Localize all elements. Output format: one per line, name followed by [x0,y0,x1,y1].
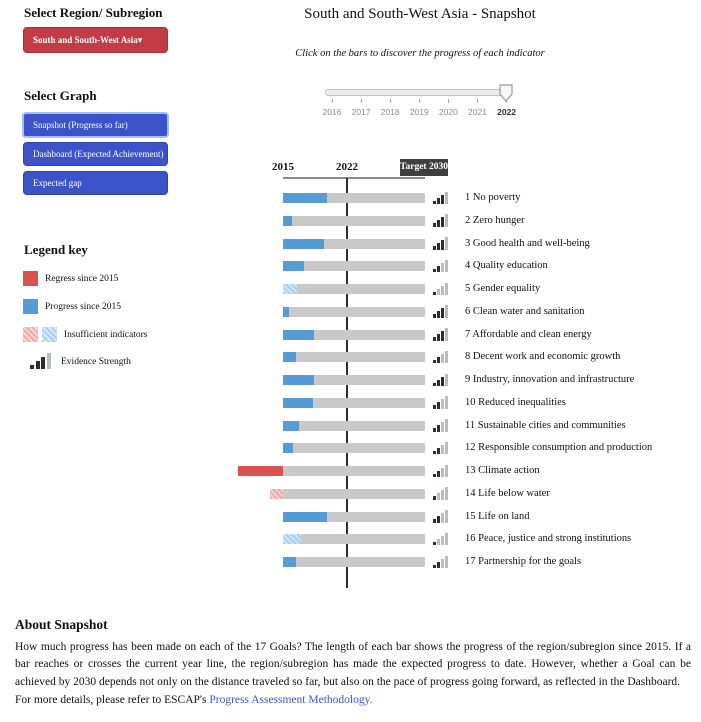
graph-button-expected-gap[interactable] [23,171,168,195]
goal-progress-bar[interactable] [270,489,283,499]
graph-button-dashboard[interactable] [23,142,168,166]
goal-label: 10 Reduced inequalities [465,396,566,408]
goal-row [230,488,701,501]
slider-year-label[interactable]: 2016 [322,107,342,117]
about-more [15,694,372,706]
goal-progress-track[interactable] [283,284,425,294]
slider-tick [448,99,449,103]
goal-progress-bar[interactable] [283,443,293,453]
year-slider-track[interactable] [325,89,510,96]
goal-progress-bar[interactable] [283,330,314,340]
goal-label: 6 Clean water and sanitation [465,305,585,317]
slider-tick [361,99,362,103]
goal-progress-bar[interactable] [283,512,327,522]
goal-label: 14 Life below water [465,487,550,499]
goal-label: 11 Sustainable cities and communities [465,419,626,431]
legend-heading: Legend key [24,242,88,257]
goal-label: 16 Peace, justice and strong institutions [465,533,632,545]
goal-label: 2 Zero hunger [465,214,525,226]
goal-label: 8 Decent work and economic growth [465,351,621,363]
goal-row [230,533,701,546]
methodology-link[interactable]: Progress Assessment Methodology. [209,694,373,706]
goal-progress-track[interactable] [283,557,425,567]
graph-button-snapshot-label: Snapshot (Progress so far) [33,120,128,130]
goal-progress-track[interactable] [283,489,425,499]
goal-label: 4 Quality education [465,260,548,272]
graph-button-expected-gap-label: Expected gap [33,178,82,188]
evidence-strength-icon [433,531,448,545]
goal-progress-bar[interactable] [283,534,301,544]
goal-row [230,215,701,228]
goal-progress-track[interactable] [283,261,425,271]
evidence-strength-icon [433,213,448,227]
evidence-strength-icon [433,418,448,432]
goal-progress-bar[interactable] [283,239,324,249]
insufficient-red-swatch [23,327,38,342]
axis-start-label: 2015 [272,161,294,173]
goal-row [230,238,701,251]
goal-row [230,260,701,273]
goal-progress-bar[interactable] [283,421,299,431]
evidence-strength-icon [433,258,448,272]
goal-label: 13 Climate action [465,465,540,476]
insufficient-blue-swatch [42,327,57,342]
goal-label: 1 No poverty [465,192,521,203]
legend-label: Progress since 2015 [45,302,121,312]
chart-subtitle: Click on the bars to discover the progress of each indicator [295,48,545,59]
about-body: How much progress has been made on each of the 17 Goals? The length of each bar shows the progress of the region/subregion since 2015. If a bar reaches or crosses the current year line, the region/subregion has made the expected progress to date. However, whether a Goal can be achieved by 2030 depends not only on the distance traveled so far, but also on the pace of progress going forward, as reflected in the Dashboard. [15,641,691,688]
year-slider-handle[interactable] [499,84,513,102]
evidence-strength-icon [433,463,448,477]
goal-label: 3 Good health and well-being [465,237,590,249]
slider-tick [477,99,478,103]
slider-year-label[interactable]: 2021 [468,107,487,117]
goal-label: 7 Affordable and clean energy [465,328,592,340]
slider-tick [332,99,333,103]
goal-row [230,465,701,478]
goal-progress-track[interactable] [283,443,425,453]
graph-button-snapshot[interactable] [22,112,169,138]
axis-current-label: 2022 [336,161,358,173]
goal-row [230,306,701,319]
legend-label: Insufficient indicators [64,330,148,340]
page-title: South and South-West Asia - Snapshot [304,6,536,22]
slider-tick [390,99,391,103]
goal-progress-bar[interactable] [283,216,292,226]
goal-progress-bar[interactable] [283,375,314,385]
evidence-strength-icon [433,440,448,454]
evidence-strength-icon [433,372,448,386]
goal-row [230,351,701,364]
slider-year-label[interactable]: 2020 [438,107,458,117]
goal-row [230,442,701,455]
legend-label: Regress since 2015 [45,274,119,284]
goal-row [230,374,701,387]
goal-row [230,556,701,569]
evidence-strength-icon [433,395,448,409]
goal-progress-bar[interactable] [283,261,304,271]
slider-year-label[interactable]: 2018 [380,107,400,117]
evidence-strength-icon [433,281,448,295]
evidence-strength-icon [433,554,448,568]
goal-row [230,192,701,205]
region-dropdown-label: South and South-West Asia [33,35,138,45]
regress-swatch [23,271,38,286]
chevron-down-icon: ▾ [137,34,143,45]
goal-label: 5 Gender equality [465,283,541,294]
goal-label: 17 Partnership for the goals [465,556,582,567]
goal-label: 12 Responsible consumption and production [465,442,653,454]
goal-progress-bar[interactable] [283,307,289,317]
evidence-strength-icon [433,327,448,341]
goal-progress-bar[interactable] [283,193,327,203]
about-more-prefix: For more details, please refer to ESCAP's [15,694,210,706]
axis-line [283,177,425,179]
evidence-strength-icon [30,352,51,369]
target-2030-box: Target 2030 [400,159,448,176]
goal-progress-bar[interactable] [283,557,296,567]
goal-row [230,397,701,410]
goal-progress-bar[interactable] [283,398,313,408]
goal-progress-bar[interactable] [238,466,283,476]
goal-progress-track[interactable] [283,307,425,317]
evidence-strength-icon [433,304,448,318]
goal-progress-bar[interactable] [283,352,296,362]
slider-year-label[interactable]: 2019 [409,107,429,117]
legend-label: Evidence Strength [61,357,131,367]
about-heading: About Snapshot [15,617,108,632]
goal-progress-bar[interactable] [283,284,297,294]
goal-label: 9 Industry, innovation and infrastructure [465,374,635,385]
goal-progress-track[interactable] [283,466,425,476]
goal-row [230,511,701,524]
region-subregion-heading: Select Region/ Subregion [24,5,163,20]
progress-swatch [23,299,38,314]
select-graph-heading: Select Graph [24,88,97,103]
graph-button-dashboard-label: Dashboard (Expected Achievement) [33,149,164,159]
region-dropdown-button[interactable] [23,27,168,53]
evidence-strength-icon [433,486,448,500]
slider-year-label[interactable]: 2022 [497,107,517,117]
evidence-strength-icon [433,190,448,204]
goal-progress-track[interactable] [283,421,425,431]
evidence-strength-icon [433,236,448,250]
slider-year-label[interactable]: 2017 [351,107,371,117]
goal-row [230,283,701,296]
evidence-strength-icon [433,509,448,523]
goal-row [230,329,701,342]
evidence-strength-icon [433,349,448,363]
slider-tick [419,99,420,103]
goal-row [230,420,701,433]
goal-progress-track[interactable] [283,216,425,226]
goal-progress-track[interactable] [283,534,425,544]
goal-label: 15 Life on land [465,510,530,522]
goal-progress-track[interactable] [283,352,425,362]
